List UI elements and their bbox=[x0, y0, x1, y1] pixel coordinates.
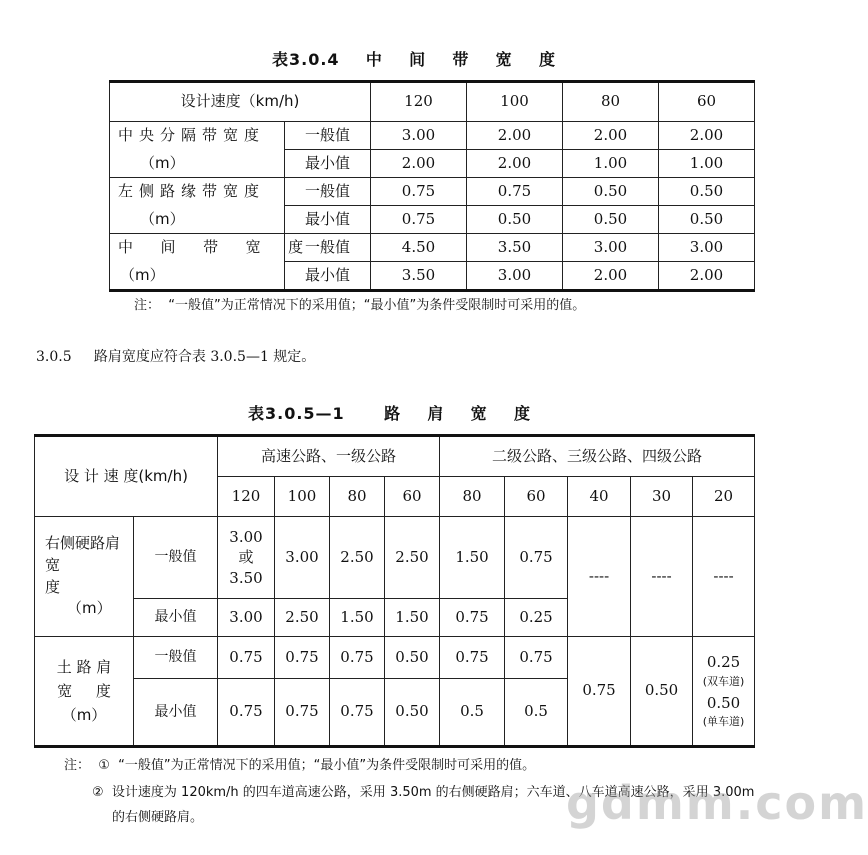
t1-cell: 2.00 bbox=[563, 262, 659, 291]
t2-cell: 0.75 bbox=[218, 679, 275, 747]
t2-right-shoulder-name: 右侧硬路肩 bbox=[45, 534, 121, 552]
t2-earth-20-min-note: (单车道) bbox=[702, 715, 745, 729]
t2-speed: 30 bbox=[631, 477, 693, 517]
t1-group-unit: （m） bbox=[110, 150, 285, 178]
shoulder-width-table bbox=[34, 434, 755, 748]
t2-speed: 120 bbox=[218, 477, 275, 517]
t2-cell: 2.50 bbox=[275, 599, 330, 637]
t2-earth-20 bbox=[693, 637, 755, 747]
table2-note-2: ② 设计速度为 120km/h 的四车道高速公路，采用 3.50m 的右侧硬路肩；六车道、八车道高速公路，采用 3.00m bbox=[92, 785, 755, 800]
t2-earth-shoulder-unit: （m） bbox=[61, 706, 107, 724]
t2-cell: 0.75 bbox=[505, 637, 568, 679]
t1-row-type: 最小值 bbox=[285, 262, 371, 291]
t2-cell: 0.75 bbox=[440, 599, 505, 637]
t1-cell: 3.00 bbox=[659, 234, 755, 262]
t2-cell: 3.00 bbox=[275, 517, 330, 599]
t2-group-secondary-roads: 二级公路、三级公路、四级公路 bbox=[440, 436, 755, 477]
t2-speed: 20 bbox=[693, 477, 755, 517]
t2-cell: 0.75 bbox=[275, 637, 330, 679]
t2-speed: 80 bbox=[440, 477, 505, 517]
t1-cell: 3.50 bbox=[467, 234, 563, 262]
t2-cell: 1.50 bbox=[440, 517, 505, 599]
table1-caption: 表3.0.4 中 间 带 宽 度 bbox=[272, 50, 556, 69]
t2-cell: 0.50 bbox=[385, 637, 440, 679]
t2-cell: 0.75 bbox=[330, 679, 385, 747]
t1-group-name: 中央分隔带宽度 bbox=[110, 122, 285, 150]
t1-group-name: 左侧路缘带宽度 bbox=[110, 178, 285, 206]
t2-speed: 80 bbox=[330, 477, 385, 517]
table2-caption: 表3.0.5—1 路 肩 宽 度 bbox=[248, 404, 531, 423]
t1-speed-60: 60 bbox=[659, 82, 755, 122]
t1-cell: 0.50 bbox=[659, 206, 755, 234]
t1-header-speed-label: 设计速度（km/h) bbox=[110, 82, 371, 122]
t1-cell: 0.50 bbox=[659, 178, 755, 206]
t1-cell: 2.00 bbox=[659, 122, 755, 150]
t1-cell: 2.00 bbox=[467, 122, 563, 150]
t2-cell: 0.75 bbox=[440, 637, 505, 679]
t2-cell: 0.75 bbox=[218, 637, 275, 679]
t1-cell: 0.50 bbox=[467, 206, 563, 234]
t1-row-type: 最小值 bbox=[285, 206, 371, 234]
t2-cell: 0.5 bbox=[505, 679, 568, 747]
table2-note-1: 注： ① “一般值”为正常情况下的采用值；“最小值”为条件受限制时可采用的值。 bbox=[64, 758, 536, 773]
t2-row-type: 最小值 bbox=[134, 679, 218, 747]
t2-cell: 0.75 bbox=[330, 637, 385, 679]
t1-cell: 4.50 bbox=[371, 234, 467, 262]
t2-row-type: 一般值 bbox=[134, 517, 218, 599]
t1-cell: 0.75 bbox=[467, 178, 563, 206]
t1-cell: 2.00 bbox=[563, 122, 659, 150]
t2-header-speed-label: 设 计 速 度(km/h) bbox=[35, 436, 218, 517]
t2-dash-40: ---- bbox=[568, 517, 631, 637]
t1-cell: 1.00 bbox=[659, 150, 755, 178]
t2-cell: 0.25 bbox=[505, 599, 568, 637]
table2-note-3: 的右侧硬路肩。 bbox=[112, 810, 204, 825]
t2-cell: 2.50 bbox=[330, 517, 385, 599]
t1-cell: 1.00 bbox=[563, 150, 659, 178]
t1-cell: 2.00 bbox=[467, 150, 563, 178]
t2-cell: 0.75 bbox=[275, 679, 330, 747]
t1-cell: 2.00 bbox=[371, 150, 467, 178]
t2-speed: 60 bbox=[385, 477, 440, 517]
t2-earth-20-general-note: (双车道) bbox=[702, 674, 745, 688]
t2-cell: 1.50 bbox=[385, 599, 440, 637]
t1-cell: 3.00 bbox=[371, 122, 467, 150]
t1-group-unit: （m） bbox=[110, 206, 285, 234]
t2-dash-20: ---- bbox=[693, 517, 755, 637]
t2-cell: 0.50 bbox=[385, 679, 440, 747]
t2-cell-line: 或 bbox=[238, 548, 254, 567]
t1-row-type: 一般值 bbox=[285, 234, 371, 262]
t1-cell: 0.75 bbox=[371, 178, 467, 206]
t2-earth-20-general: 0.25 bbox=[706, 653, 741, 671]
t2-speed: 40 bbox=[568, 477, 631, 517]
t1-cell: 0.50 bbox=[563, 206, 659, 234]
t1-group-name: 中 间 带 宽 度 bbox=[110, 234, 285, 262]
t2-cell-3-or-3.5 bbox=[218, 517, 275, 599]
t1-cell: 3.50 bbox=[371, 262, 467, 291]
section-paragraph: 3.0.5 路肩宽度应符合表 3.0.5—1 规定。 bbox=[36, 349, 316, 365]
t2-speed: 100 bbox=[275, 477, 330, 517]
t1-speed-100: 100 bbox=[467, 82, 563, 122]
t2-row-type: 一般值 bbox=[134, 637, 218, 679]
t1-cell: 3.00 bbox=[467, 262, 563, 291]
t2-right-shoulder-unit: （m） bbox=[67, 599, 112, 618]
t2-cell: 0.75 bbox=[505, 517, 568, 599]
t2-earth-30: 0.50 bbox=[631, 637, 693, 747]
t2-row-type: 最小值 bbox=[134, 599, 218, 637]
median-width-table bbox=[109, 80, 755, 292]
t2-right-shoulder-name-2: 宽 bbox=[45, 555, 61, 574]
t2-speed: 60 bbox=[505, 477, 568, 517]
t2-cell: 2.50 bbox=[385, 517, 440, 599]
t2-right-shoulder-name-3: 度 bbox=[45, 577, 61, 596]
t2-cell: 0.5 bbox=[440, 679, 505, 747]
t1-row-type: 一般值 bbox=[285, 122, 371, 150]
t2-earth-shoulder-label bbox=[35, 637, 134, 747]
t2-cell: 3.00 bbox=[218, 599, 275, 637]
t2-dash-30: ---- bbox=[631, 517, 693, 637]
t1-cell: 0.75 bbox=[371, 206, 467, 234]
table1-note: 注： “一般值”为正常情况下的采用值；“最小值”为条件受限制时可采用的值。 bbox=[134, 298, 586, 313]
t1-speed-120: 120 bbox=[371, 82, 467, 122]
t1-speed-80: 80 bbox=[563, 82, 659, 122]
t2-cell-line: 3.50 bbox=[229, 568, 263, 587]
t1-cell: 2.00 bbox=[659, 262, 755, 291]
t2-earth-shoulder-name: 土 路 肩 bbox=[56, 658, 112, 676]
t1-cell: 0.50 bbox=[563, 178, 659, 206]
t2-cell: 1.50 bbox=[330, 599, 385, 637]
t2-earth-40: 0.75 bbox=[568, 637, 631, 747]
t2-right-shoulder-label bbox=[35, 517, 134, 637]
t1-cell: 3.00 bbox=[563, 234, 659, 262]
t1-group-unit: （m） bbox=[110, 262, 285, 291]
t2-earth-shoulder-name-2: 宽 度 bbox=[57, 682, 111, 700]
t2-cell-line: 3.00 bbox=[229, 528, 263, 547]
t2-earth-20-min: 0.50 bbox=[706, 693, 741, 712]
t2-group-expressway: 高速公路、一级公路 bbox=[218, 436, 440, 477]
watermark-logo: gdmm.com bbox=[566, 776, 868, 830]
t1-row-type: 最小值 bbox=[285, 150, 371, 178]
t1-row-type: 一般值 bbox=[285, 178, 371, 206]
